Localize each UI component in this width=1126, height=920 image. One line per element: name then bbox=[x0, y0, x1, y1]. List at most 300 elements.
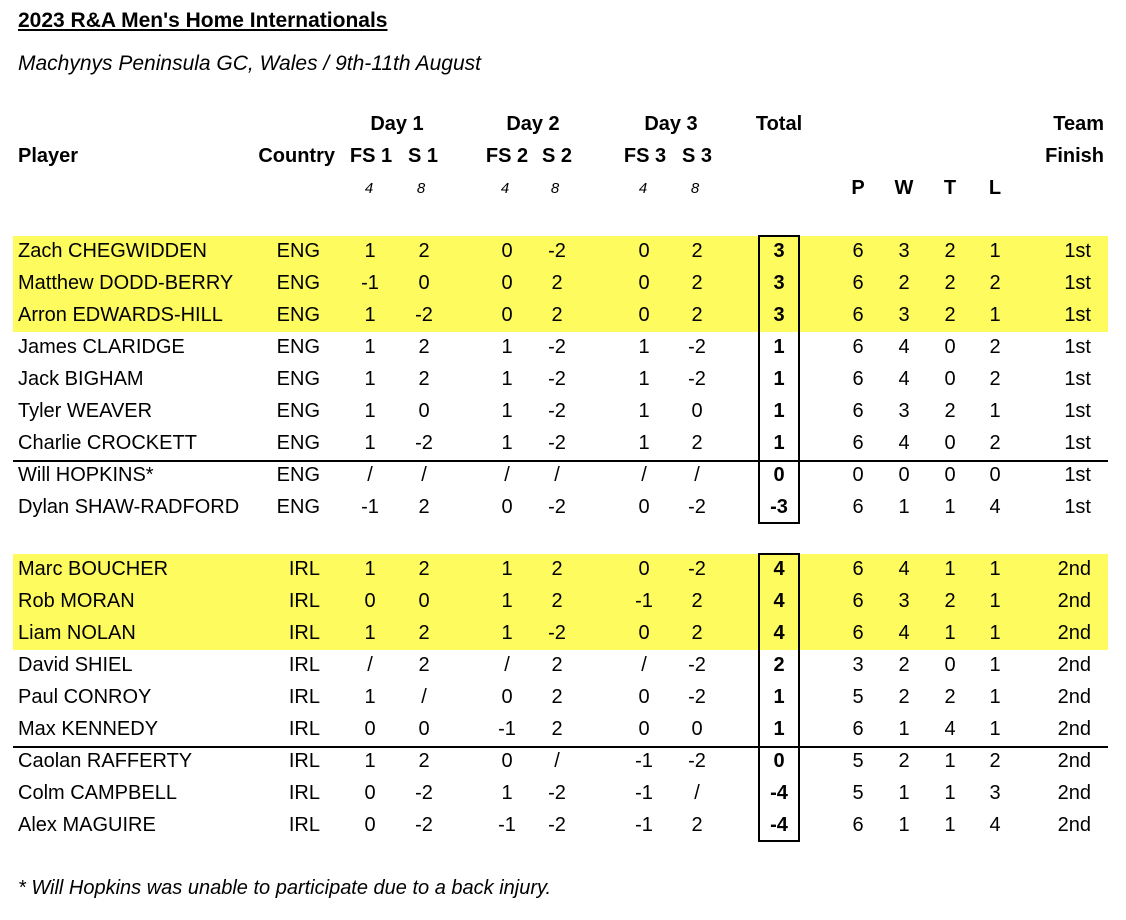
cell-s3: -2 bbox=[688, 496, 706, 518]
cell-p: 6 bbox=[852, 400, 864, 422]
cell-w: 4 bbox=[898, 432, 910, 454]
cell-p: 6 bbox=[852, 814, 864, 836]
cell-total: -3 bbox=[770, 496, 788, 518]
table-row bbox=[0, 396, 1126, 428]
cell-p: 6 bbox=[852, 240, 864, 262]
cell-p: 6 bbox=[852, 368, 864, 390]
cell-s3: -2 bbox=[688, 336, 706, 358]
cell-player: Caolan RAFFERTY bbox=[18, 750, 193, 772]
cell-p: 0 bbox=[852, 464, 864, 486]
cell-w: 2 bbox=[898, 750, 910, 772]
cell-s1: 2 bbox=[418, 240, 430, 262]
cell-s2: -2 bbox=[548, 622, 566, 644]
cell-s3: -2 bbox=[688, 558, 706, 580]
cell-s1: 0 bbox=[418, 590, 430, 612]
cell-w: 1 bbox=[898, 782, 910, 804]
separator-line bbox=[13, 460, 1108, 462]
cell-s1: / bbox=[421, 686, 427, 708]
cell-w: 3 bbox=[898, 240, 910, 262]
cell-country: IRL bbox=[288, 718, 320, 740]
cell-l: 4 bbox=[989, 814, 1001, 836]
cell-fs3: 0 bbox=[638, 304, 650, 326]
cell-s3: -2 bbox=[688, 686, 706, 708]
header-fs2: FS 2 bbox=[485, 145, 529, 167]
cell-s2: -2 bbox=[548, 400, 566, 422]
cell-p: 6 bbox=[852, 272, 864, 294]
cell-l: 1 bbox=[989, 240, 1001, 262]
cell-s1: / bbox=[421, 464, 427, 486]
header-day1: Day 1 bbox=[370, 113, 424, 135]
cell-s3: -2 bbox=[688, 368, 706, 390]
header-fs3: FS 3 bbox=[623, 145, 667, 167]
cell-player: Paul CONROY bbox=[18, 686, 152, 708]
cell-w: 1 bbox=[898, 718, 910, 740]
cell-fs2: 1 bbox=[501, 368, 513, 390]
cell-s3: 2 bbox=[691, 304, 703, 326]
cell-l: 1 bbox=[989, 654, 1001, 676]
cell-s2: 2 bbox=[551, 718, 563, 740]
cell-w: 1 bbox=[898, 496, 910, 518]
header-p: P bbox=[851, 177, 865, 199]
cell-s1: 0 bbox=[418, 272, 430, 294]
cell-fs2: 0 bbox=[501, 750, 513, 772]
cell-t: 2 bbox=[944, 590, 956, 612]
cell-fs1: 1 bbox=[364, 686, 376, 708]
cell-country: ENG bbox=[276, 240, 320, 262]
cell-total: 1 bbox=[773, 718, 785, 740]
cell-fs3: 1 bbox=[638, 368, 650, 390]
cell-country: IRL bbox=[288, 558, 320, 580]
cell-finish: 1st bbox=[1064, 432, 1091, 454]
header-finish: Finish bbox=[1045, 145, 1104, 167]
cell-player: Jack BIGHAM bbox=[18, 368, 144, 390]
cell-total: 4 bbox=[773, 622, 785, 644]
cell-country: ENG bbox=[276, 272, 320, 294]
cell-finish: 2nd bbox=[1057, 558, 1091, 580]
table-row bbox=[0, 554, 1126, 586]
cell-total: 1 bbox=[773, 432, 785, 454]
cell-finish: 2nd bbox=[1057, 686, 1091, 708]
cell-total: 1 bbox=[773, 368, 785, 390]
cell-finish: 1st bbox=[1064, 368, 1091, 390]
table-row bbox=[0, 364, 1126, 396]
cell-l: 0 bbox=[989, 464, 1001, 486]
cell-w: 4 bbox=[898, 558, 910, 580]
cell-fs3: 0 bbox=[638, 496, 650, 518]
cell-fs2: / bbox=[504, 464, 510, 486]
cell-total: 1 bbox=[773, 336, 785, 358]
cell-total: 1 bbox=[773, 400, 785, 422]
header-day3: Day 3 bbox=[644, 113, 698, 135]
cell-fs3: / bbox=[641, 654, 647, 676]
cell-s3: 2 bbox=[691, 590, 703, 612]
cell-fs2: / bbox=[504, 654, 510, 676]
document-subtitle: Machynys Peninsula GC, Wales / 9th-11th August bbox=[18, 52, 482, 75]
table-row bbox=[0, 332, 1126, 364]
cell-country: ENG bbox=[276, 304, 320, 326]
cell-total: 0 bbox=[773, 750, 785, 772]
cell-fs2: 0 bbox=[501, 240, 513, 262]
cell-fs1: 0 bbox=[364, 782, 376, 804]
total-box-eng bbox=[758, 235, 800, 524]
table-row bbox=[0, 586, 1126, 618]
header-total: Total bbox=[755, 113, 803, 135]
cell-s3: 2 bbox=[691, 240, 703, 262]
cell-t: 2 bbox=[944, 686, 956, 708]
cell-player: James CLARIDGE bbox=[18, 336, 185, 358]
cell-s3: 0 bbox=[691, 400, 703, 422]
cell-player: Rob MORAN bbox=[18, 590, 135, 612]
cell-s1: 2 bbox=[418, 654, 430, 676]
cell-country: ENG bbox=[276, 432, 320, 454]
cell-fs2: 1 bbox=[501, 622, 513, 644]
cell-t: 0 bbox=[944, 654, 956, 676]
cell-country: ENG bbox=[276, 336, 320, 358]
cell-p: 3 bbox=[852, 654, 864, 676]
cell-fs3: 0 bbox=[638, 622, 650, 644]
cell-s2: -2 bbox=[548, 240, 566, 262]
cell-country: ENG bbox=[276, 368, 320, 390]
cell-s3: 2 bbox=[691, 814, 703, 836]
cell-fs1: / bbox=[367, 464, 373, 486]
cell-l: 1 bbox=[989, 558, 1001, 580]
cell-fs1: 1 bbox=[364, 240, 376, 262]
table-row bbox=[0, 714, 1126, 746]
cell-s1: 0 bbox=[418, 718, 430, 740]
cell-p: 5 bbox=[852, 750, 864, 772]
cell-total: 3 bbox=[773, 272, 785, 294]
cell-total: -4 bbox=[770, 782, 788, 804]
cell-fs2: 1 bbox=[501, 558, 513, 580]
cell-country: IRL bbox=[288, 814, 320, 836]
cell-fs1: 1 bbox=[364, 400, 376, 422]
table-row bbox=[0, 428, 1126, 460]
table-row bbox=[0, 300, 1126, 332]
separator-line bbox=[13, 746, 1108, 748]
cell-l: 1 bbox=[989, 686, 1001, 708]
cell-s1: -2 bbox=[415, 304, 433, 326]
table-row bbox=[0, 746, 1126, 778]
cell-l: 3 bbox=[989, 782, 1001, 804]
cell-l: 2 bbox=[989, 750, 1001, 772]
cell-country: IRL bbox=[288, 590, 320, 612]
table-row bbox=[0, 650, 1126, 682]
cell-fs2: 0 bbox=[501, 686, 513, 708]
points-s2: 8 bbox=[550, 180, 560, 197]
header-team: Team bbox=[1053, 113, 1104, 135]
cell-t: 0 bbox=[944, 432, 956, 454]
cell-fs2: -1 bbox=[498, 814, 516, 836]
cell-w: 3 bbox=[898, 590, 910, 612]
points-fs2: 4 bbox=[500, 180, 510, 197]
cell-s1: -2 bbox=[415, 432, 433, 454]
cell-fs1: 1 bbox=[364, 622, 376, 644]
cell-s2: -2 bbox=[548, 368, 566, 390]
cell-l: 2 bbox=[989, 336, 1001, 358]
cell-fs2: 0 bbox=[501, 304, 513, 326]
cell-fs1: / bbox=[367, 654, 373, 676]
cell-finish: 1st bbox=[1064, 464, 1091, 486]
header-s2: S 2 bbox=[541, 145, 573, 167]
cell-fs3: 0 bbox=[638, 558, 650, 580]
cell-s3: 2 bbox=[691, 272, 703, 294]
points-fs1: 4 bbox=[364, 180, 374, 197]
cell-country: ENG bbox=[276, 464, 320, 486]
cell-country: IRL bbox=[288, 654, 320, 676]
cell-finish: 1st bbox=[1064, 272, 1091, 294]
cell-country: IRL bbox=[288, 750, 320, 772]
cell-l: 1 bbox=[989, 718, 1001, 740]
cell-player: David SHIEL bbox=[18, 654, 133, 676]
cell-s3: 2 bbox=[691, 622, 703, 644]
cell-s2: 2 bbox=[551, 686, 563, 708]
cell-w: 2 bbox=[898, 654, 910, 676]
cell-s2: -2 bbox=[548, 336, 566, 358]
cell-w: 2 bbox=[898, 686, 910, 708]
cell-t: 1 bbox=[944, 750, 956, 772]
table-row bbox=[0, 492, 1126, 524]
cell-t: 2 bbox=[944, 240, 956, 262]
cell-fs2: -1 bbox=[498, 718, 516, 740]
cell-t: 1 bbox=[944, 496, 956, 518]
cell-s2: -2 bbox=[548, 432, 566, 454]
cell-t: 1 bbox=[944, 558, 956, 580]
cell-s1: -2 bbox=[415, 782, 433, 804]
cell-l: 2 bbox=[989, 272, 1001, 294]
cell-player: Charlie CROCKETT bbox=[18, 432, 197, 454]
cell-total: 3 bbox=[773, 240, 785, 262]
cell-s1: 2 bbox=[418, 368, 430, 390]
cell-p: 6 bbox=[852, 622, 864, 644]
cell-fs2: 0 bbox=[501, 496, 513, 518]
cell-t: 2 bbox=[944, 272, 956, 294]
cell-player: Dylan SHAW-RADFORD bbox=[18, 496, 240, 518]
cell-fs1: 1 bbox=[364, 304, 376, 326]
cell-fs3: / bbox=[641, 464, 647, 486]
cell-t: 0 bbox=[944, 464, 956, 486]
header-s1: S 1 bbox=[407, 145, 439, 167]
cell-s2: -2 bbox=[548, 782, 566, 804]
cell-s2: / bbox=[554, 464, 560, 486]
header-fs1: FS 1 bbox=[349, 145, 393, 167]
header-player: Player bbox=[18, 145, 79, 167]
cell-p: 6 bbox=[852, 432, 864, 454]
cell-finish: 2nd bbox=[1057, 750, 1091, 772]
cell-total: -4 bbox=[770, 814, 788, 836]
cell-s2: 2 bbox=[551, 654, 563, 676]
cell-t: 0 bbox=[944, 336, 956, 358]
table-row bbox=[0, 460, 1126, 492]
cell-s1: 0 bbox=[418, 400, 430, 422]
cell-t: 1 bbox=[944, 622, 956, 644]
cell-fs3: -1 bbox=[635, 590, 653, 612]
cell-player: Max KENNEDY bbox=[18, 718, 159, 740]
cell-player: Zach CHEGWIDDEN bbox=[18, 240, 207, 262]
cell-p: 6 bbox=[852, 496, 864, 518]
cell-w: 4 bbox=[898, 336, 910, 358]
cell-fs1: 1 bbox=[364, 750, 376, 772]
cell-fs3: 1 bbox=[638, 432, 650, 454]
cell-t: 0 bbox=[944, 368, 956, 390]
cell-player: Will HOPKINS* bbox=[18, 464, 154, 486]
table-row bbox=[0, 236, 1126, 268]
cell-s3: -2 bbox=[688, 750, 706, 772]
cell-total: 2 bbox=[773, 654, 785, 676]
cell-country: ENG bbox=[276, 400, 320, 422]
cell-w: 3 bbox=[898, 400, 910, 422]
cell-player: Colm CAMPBELL bbox=[18, 782, 177, 804]
cell-player: Marc BOUCHER bbox=[18, 558, 169, 580]
cell-s3: / bbox=[694, 782, 700, 804]
cell-finish: 2nd bbox=[1057, 622, 1091, 644]
cell-fs2: 1 bbox=[501, 336, 513, 358]
cell-fs3: 0 bbox=[638, 686, 650, 708]
total-box-irl bbox=[758, 553, 800, 842]
cell-fs2: 1 bbox=[501, 590, 513, 612]
cell-s3: / bbox=[694, 464, 700, 486]
cell-finish: 2nd bbox=[1057, 814, 1091, 836]
cell-finish: 2nd bbox=[1057, 782, 1091, 804]
cell-player: Alex MAGUIRE bbox=[18, 814, 156, 836]
cell-fs3: 0 bbox=[638, 240, 650, 262]
cell-l: 1 bbox=[989, 590, 1001, 612]
cell-l: 1 bbox=[989, 400, 1001, 422]
cell-s2: -2 bbox=[548, 496, 566, 518]
cell-player: Tyler WEAVER bbox=[18, 400, 153, 422]
cell-fs2: 1 bbox=[501, 782, 513, 804]
cell-p: 5 bbox=[852, 686, 864, 708]
cell-p: 6 bbox=[852, 718, 864, 740]
cell-fs1: 1 bbox=[364, 432, 376, 454]
header-s3: S 3 bbox=[681, 145, 713, 167]
cell-s2: 2 bbox=[551, 590, 563, 612]
cell-finish: 2nd bbox=[1057, 590, 1091, 612]
cell-country: IRL bbox=[288, 622, 320, 644]
cell-total: 4 bbox=[773, 590, 785, 612]
cell-p: 6 bbox=[852, 336, 864, 358]
cell-t: 4 bbox=[944, 718, 956, 740]
cell-s1: 2 bbox=[418, 496, 430, 518]
cell-fs3: 1 bbox=[638, 400, 650, 422]
cell-fs1: 0 bbox=[364, 590, 376, 612]
cell-s2: 2 bbox=[551, 558, 563, 580]
footnote: * Will Hopkins was unable to participate due to a back injury. bbox=[18, 877, 552, 899]
cell-finish: 1st bbox=[1064, 304, 1091, 326]
cell-finish: 1st bbox=[1064, 496, 1091, 518]
cell-s1: 2 bbox=[418, 336, 430, 358]
cell-s2: 2 bbox=[551, 304, 563, 326]
cell-t: 1 bbox=[944, 814, 956, 836]
header-day2: Day 2 bbox=[506, 113, 560, 135]
cell-fs1: 1 bbox=[364, 368, 376, 390]
table-row bbox=[0, 778, 1126, 810]
cell-l: 2 bbox=[989, 368, 1001, 390]
cell-t: 1 bbox=[944, 782, 956, 804]
table-row bbox=[0, 618, 1126, 650]
table-row bbox=[0, 268, 1126, 300]
cell-fs1: 1 bbox=[364, 336, 376, 358]
cell-player: Liam NOLAN bbox=[18, 622, 136, 644]
cell-s1: 2 bbox=[418, 622, 430, 644]
cell-l: 1 bbox=[989, 622, 1001, 644]
cell-t: 2 bbox=[944, 304, 956, 326]
cell-finish: 1st bbox=[1064, 336, 1091, 358]
cell-fs2: 1 bbox=[501, 432, 513, 454]
cell-finish: 1st bbox=[1064, 400, 1091, 422]
cell-p: 5 bbox=[852, 782, 864, 804]
header-country: Country bbox=[258, 145, 335, 167]
points-fs3: 4 bbox=[638, 180, 648, 197]
cell-s1: 2 bbox=[418, 750, 430, 772]
table-row bbox=[0, 810, 1126, 842]
cell-total: 3 bbox=[773, 304, 785, 326]
cell-fs3: -1 bbox=[635, 750, 653, 772]
cell-s1: 2 bbox=[418, 558, 430, 580]
cell-s3: -2 bbox=[688, 654, 706, 676]
cell-w: 2 bbox=[898, 272, 910, 294]
cell-country: IRL bbox=[288, 686, 320, 708]
cell-l: 4 bbox=[989, 496, 1001, 518]
header-t: T bbox=[943, 177, 957, 199]
cell-s2: / bbox=[554, 750, 560, 772]
cell-p: 6 bbox=[852, 304, 864, 326]
cell-country: ENG bbox=[276, 496, 320, 518]
cell-fs1: 1 bbox=[364, 558, 376, 580]
cell-t: 2 bbox=[944, 400, 956, 422]
cell-fs1: 0 bbox=[364, 718, 376, 740]
header-l: L bbox=[988, 177, 1002, 199]
cell-fs1: 0 bbox=[364, 814, 376, 836]
cell-total: 4 bbox=[773, 558, 785, 580]
cell-fs3: 0 bbox=[638, 718, 650, 740]
cell-total: 0 bbox=[773, 464, 785, 486]
cell-fs3: -1 bbox=[635, 782, 653, 804]
table-row bbox=[0, 682, 1126, 714]
cell-w: 3 bbox=[898, 304, 910, 326]
cell-fs3: 0 bbox=[638, 272, 650, 294]
cell-fs1: -1 bbox=[361, 272, 379, 294]
cell-fs3: 1 bbox=[638, 336, 650, 358]
header-w: W bbox=[894, 177, 914, 199]
points-s1: 8 bbox=[416, 180, 426, 197]
cell-total: 1 bbox=[773, 686, 785, 708]
cell-player: Matthew DODD-BERRY bbox=[18, 272, 234, 294]
cell-s3: 2 bbox=[691, 432, 703, 454]
cell-s2: 2 bbox=[551, 272, 563, 294]
cell-w: 0 bbox=[898, 464, 910, 486]
cell-w: 4 bbox=[898, 368, 910, 390]
document-title: 2023 R&A Men's Home Internationals bbox=[18, 9, 388, 32]
cell-l: 2 bbox=[989, 432, 1001, 454]
cell-finish: 2nd bbox=[1057, 654, 1091, 676]
cell-fs2: 1 bbox=[501, 400, 513, 422]
cell-fs2: 0 bbox=[501, 272, 513, 294]
points-s3: 8 bbox=[690, 180, 700, 197]
cell-fs3: -1 bbox=[635, 814, 653, 836]
cell-p: 6 bbox=[852, 590, 864, 612]
cell-w: 4 bbox=[898, 622, 910, 644]
cell-p: 6 bbox=[852, 558, 864, 580]
cell-fs1: -1 bbox=[361, 496, 379, 518]
cell-s1: -2 bbox=[415, 814, 433, 836]
cell-s3: 0 bbox=[691, 718, 703, 740]
cell-l: 1 bbox=[989, 304, 1001, 326]
cell-s2: -2 bbox=[548, 814, 566, 836]
cell-finish: 1st bbox=[1064, 240, 1091, 262]
cell-player: Arron EDWARDS-HILL bbox=[18, 304, 223, 326]
cell-country: IRL bbox=[288, 782, 320, 804]
cell-w: 1 bbox=[898, 814, 910, 836]
